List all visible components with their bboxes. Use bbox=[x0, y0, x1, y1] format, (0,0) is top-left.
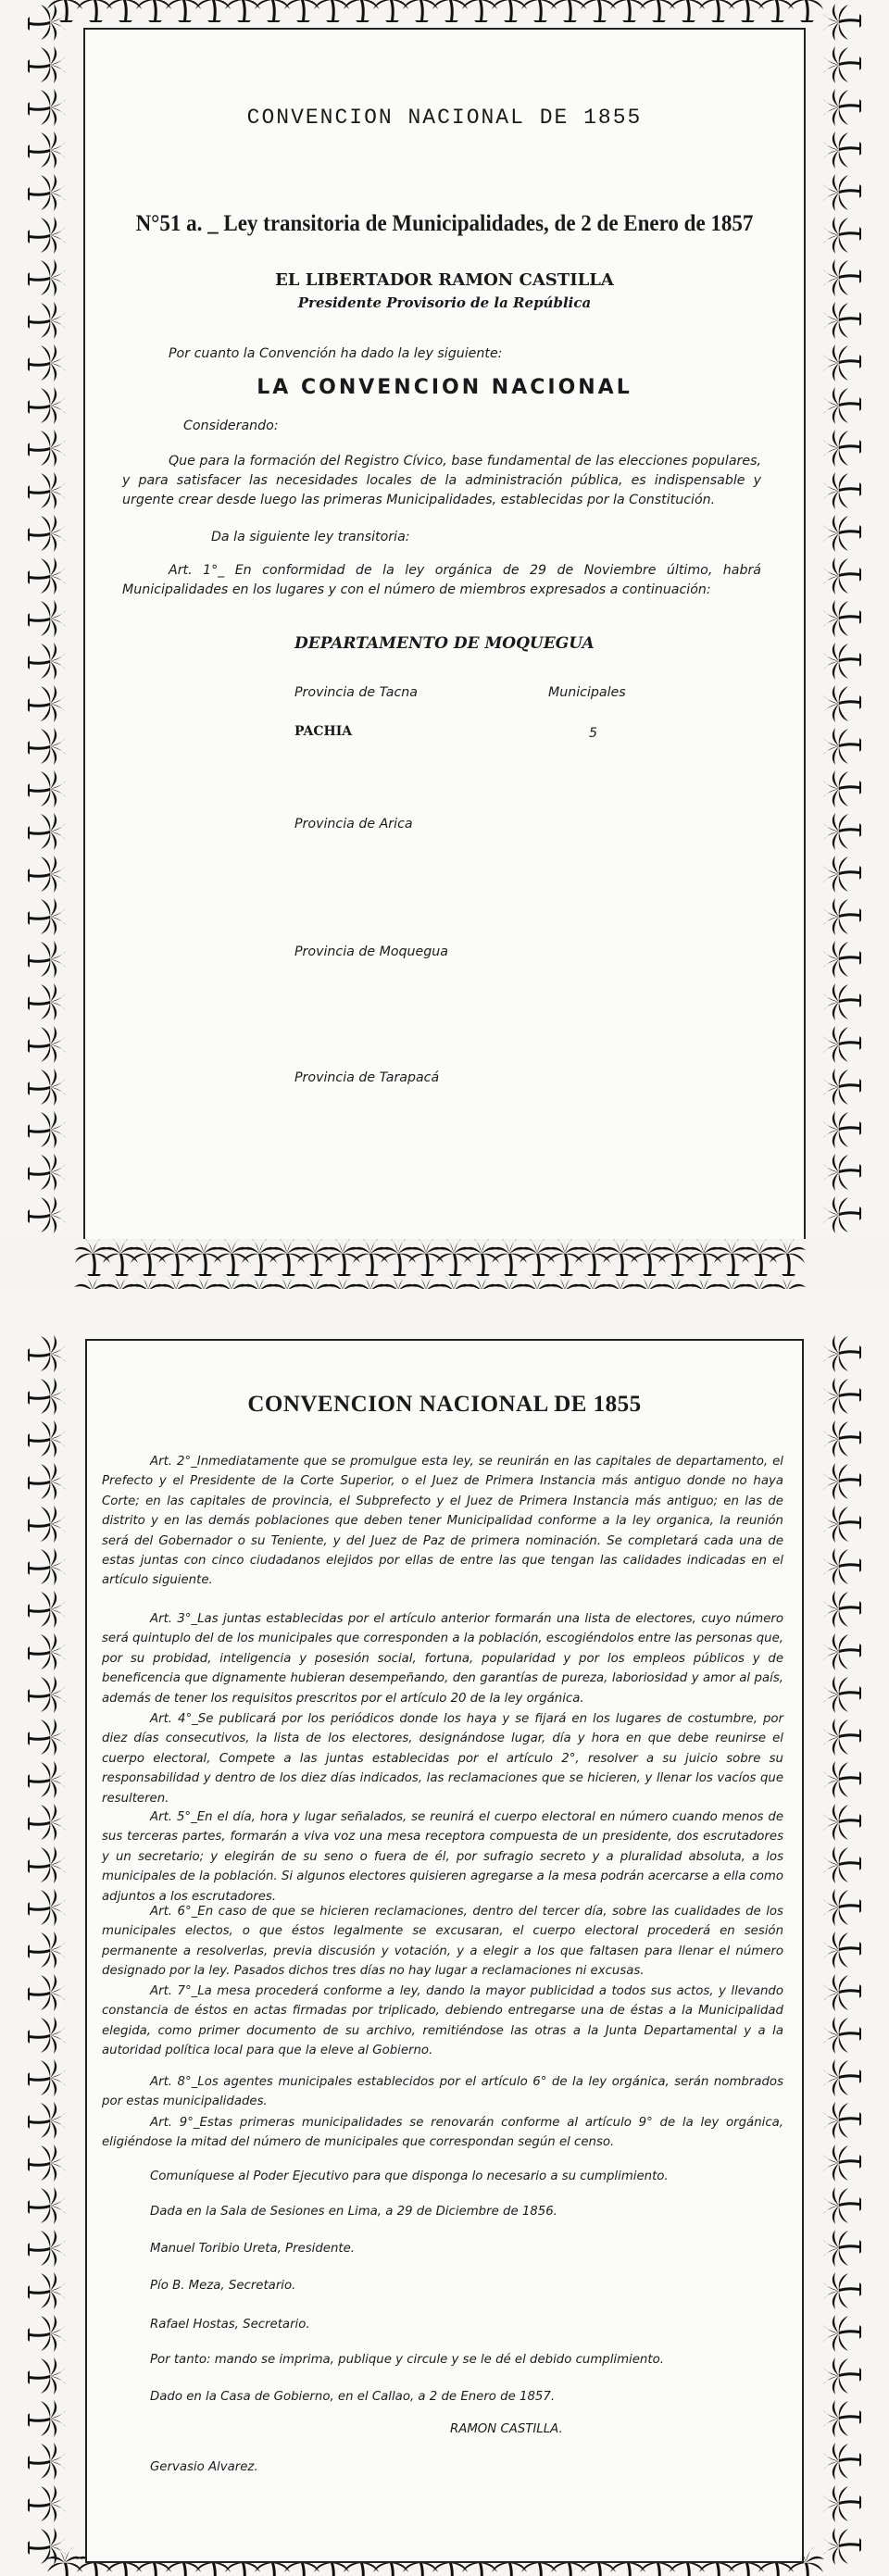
department-heading: DEPARTAMENTO DE MOQUEGUA bbox=[294, 634, 595, 653]
palm-tree-icon bbox=[823, 131, 861, 169]
palm-tree-icon bbox=[28, 813, 66, 850]
palm-tree-icon bbox=[823, 2017, 861, 2054]
palm-tree-icon bbox=[823, 1591, 861, 1628]
palm-tree-icon bbox=[823, 1506, 861, 1543]
palm-tree-icon bbox=[823, 1889, 861, 1926]
palm-tree-icon bbox=[157, 1239, 194, 1276]
palm-tree-icon bbox=[28, 1676, 66, 1713]
palm-tree-icon bbox=[823, 1676, 861, 1713]
palm-tree-icon bbox=[823, 2443, 861, 2480]
province-arica: Provincia de Arica bbox=[294, 817, 413, 832]
palm-tree-icon bbox=[28, 643, 66, 680]
palm-tree-icon bbox=[630, 1239, 667, 1276]
palm-tree-icon bbox=[823, 1420, 861, 1457]
palm-tree-icon bbox=[407, 1239, 444, 1276]
palm-tree-icon bbox=[28, 1420, 66, 1457]
article-paragraph: Art. 5°_En el día, hora y lugar señalados, se reunirá el cuerpo electoral en número cuando menos de sus terceras partes, formarán a viva voz una mesa receptora compuesta de un presidente, dos escrutadores y un secretario; y elegirán de su seno o fuera de él, por sufragio secreto y a pluralidad absoluta, a los municipales de la población. Si algunos electores quisieren agregarse a la mesa podrán acercarse a ella como adjuntos a los escrutadores. bbox=[102, 1810, 783, 1904]
palm-tree-icon bbox=[28, 2485, 66, 2522]
palm-tree-icon bbox=[823, 898, 861, 935]
article-paragraph: Art. 4°_Se publicará por los periódicos donde los haya y se fijará en los lugares de costumbre, por diez días consecutivos, la lista de los electores, designándose lugar, día y hora en que debe reunirse el cuerpo electoral, Compete a las juntas establecidas por el artículo 2°, resolver a su juicio sobre su responsabilidad y dentro de los diez días indicados, las reclamaciones que se hicieren, y llenar los vacíos que resulteren. bbox=[102, 1712, 783, 1806]
palm-tree-icon bbox=[823, 2528, 861, 2565]
palm-tree-icon bbox=[463, 1239, 500, 1276]
palm-tree-icon bbox=[102, 1239, 139, 1276]
palm-tree-icon bbox=[28, 557, 66, 594]
palm-tree-icon bbox=[823, 1761, 861, 1798]
palm-tree-icon bbox=[435, 1239, 472, 1276]
palm-tree-icon bbox=[28, 600, 66, 637]
palm-tree-icon bbox=[823, 46, 861, 83]
palm-tree-icon bbox=[28, 430, 66, 467]
palm-tree-icon bbox=[823, 430, 861, 467]
palm-tree-icon bbox=[165, 0, 202, 22]
article-paragraph: Art. 7°_La mesa procederá conforme a ley, dando la mayor publicidad a todos sus actos, y llevando constancia de éstos en actas firmadas por triplicado, debiendo entregarse una de éstas a la Municipalidad elegida, como primer documento de su archivo, remitiéndose las otras a la Junta Departamental y a la autoridad política local para que la eleve al Gobierno. bbox=[102, 1984, 783, 2058]
palm-tree-icon bbox=[28, 2017, 66, 2054]
palm-tree-icon bbox=[823, 1932, 861, 1969]
palm-tree-icon bbox=[28, 2400, 66, 2437]
palm-tree-icon bbox=[28, 2443, 66, 2480]
palm-tree-icon bbox=[28, 1335, 66, 1372]
palm-tree-icon bbox=[823, 1154, 861, 1191]
palm-tree-icon bbox=[28, 1761, 66, 1798]
palm-tree-icon bbox=[28, 1932, 66, 1969]
palm-tree-icon bbox=[823, 1846, 861, 1883]
palm-tree-icon bbox=[213, 1239, 250, 1276]
convention-header: CONVENCION NACIONAL DE 1855 bbox=[247, 1392, 642, 1417]
por-tanto-line: Por tanto: mando se imprima, publique y circule y se le dé el debido cumplimiento. bbox=[150, 2353, 664, 2367]
palm-tree-icon bbox=[823, 472, 861, 509]
dado-line: Dado en la Casa de Gobierno, en el Callao, a 2 de Enero de 1857. bbox=[150, 2390, 556, 2404]
palm-tree-icon bbox=[352, 1239, 389, 1276]
palm-tree-icon bbox=[28, 2315, 66, 2352]
palm-tree-icon bbox=[269, 1239, 306, 1276]
palm-tree-icon bbox=[372, 0, 409, 22]
palm-tree-icon bbox=[313, 0, 350, 22]
palm-tree-icon bbox=[823, 728, 861, 765]
municipales-count: 5 bbox=[589, 726, 598, 741]
palm-tree-icon bbox=[823, 685, 861, 722]
article-paragraph: Art. 3°_Las juntas establecidas por el artículo anterior formarán una lista de electores, cuyo número será quintuplo del de los municipales que corresponden a la población, escogiéndolos entre las personas que, por su probidad, inteligencia y posesión social, fortuna, popularidad y por los empleos públicos y de beneficencia que dignamente hubieran desempeñando, den garantías de pureza, laboriosidad y amor al país, además de tener los requisitos prescritos por el artículo 20 de la ley orgánica. bbox=[102, 1612, 783, 1706]
palm-tree-icon bbox=[28, 856, 66, 893]
palm-tree-icon bbox=[28, 983, 66, 1020]
palm-tree-icon bbox=[324, 1239, 361, 1276]
palm-tree-icon bbox=[823, 2272, 861, 2309]
signature-secretary-1: Pío B. Meza, Secretario. bbox=[150, 2279, 296, 2293]
document-page-1 bbox=[0, 0, 889, 1278]
signer-name: RAMON CASTILLA. bbox=[450, 2422, 563, 2436]
palm-tree-icon bbox=[609, 0, 646, 22]
palm-tree-icon bbox=[185, 1239, 222, 1276]
palm-tree-icon bbox=[823, 4, 861, 41]
comuniquese-line: Comuníquese al Poder Ejecutivo para que disponga lo necesario a su cumplimiento. bbox=[150, 2170, 669, 2183]
convention-header: CONVENCION NACIONAL DE 1855 bbox=[246, 106, 643, 130]
palm-tree-icon bbox=[823, 2485, 861, 2522]
palm-tree-icon bbox=[28, 941, 66, 978]
countersign-name: Gervasio Alvarez. bbox=[150, 2460, 258, 2474]
palm-tree-icon bbox=[787, 0, 824, 22]
palm-tree-icon bbox=[823, 2357, 861, 2395]
dada-line: Dada en la Sala de Sesiones en Lima, a 29 de Diciembre de 1856. bbox=[150, 2205, 557, 2219]
considerando-label: Considerando: bbox=[183, 419, 279, 433]
palm-tree-icon bbox=[639, 0, 676, 22]
palm-tree-icon bbox=[685, 1239, 722, 1276]
palm-tree-icon bbox=[28, 472, 66, 509]
palm-tree-icon bbox=[28, 1463, 66, 1500]
da-la-ley-line: Da la siguiente ley transitoria: bbox=[211, 530, 410, 544]
palm-tree-icon bbox=[28, 1719, 66, 1756]
palm-tree-icon bbox=[657, 1239, 695, 1276]
palm-tree-icon bbox=[28, 2059, 66, 2096]
palm-tree-icon bbox=[769, 1239, 806, 1276]
palm-tree-icon bbox=[823, 770, 861, 807]
palm-tree-icon bbox=[28, 131, 66, 169]
palm-tree-icon bbox=[550, 0, 587, 22]
palm-tree-icon bbox=[823, 813, 861, 850]
palm-tree-icon bbox=[402, 0, 439, 22]
palm-tree-icon bbox=[823, 1026, 861, 1063]
article-paragraph: Art. 6°_En caso de que se hicieren reclamaciones, dentro del tercer día, sobre las cualidades de los municipales electos, o que éstos legalmente se excusaran, el cuerpo electoral procederá en sesión permanente a resolverlas, previa discusión y votación, y a elegir a los que faltasen para llenar el número designado por la ley. Pasados dichos tres días no hay lugar a reclamaciones ni excusas. bbox=[102, 1905, 783, 1979]
palm-tree-icon bbox=[130, 1239, 167, 1276]
palm-tree-icon bbox=[698, 0, 735, 22]
palm-tree-icon bbox=[28, 1974, 66, 2011]
palm-tree-icon bbox=[823, 1719, 861, 1756]
palm-tree-icon bbox=[823, 941, 861, 978]
palm-tree-icon bbox=[823, 1196, 861, 1233]
palm-tree-icon bbox=[823, 1633, 861, 1670]
palm-tree-icon bbox=[461, 0, 498, 22]
palm-tree-icon bbox=[741, 1239, 778, 1276]
palm-tree-icon bbox=[28, 2272, 66, 2309]
issuer-role: Presidente Provisorio de la República bbox=[297, 294, 592, 311]
palm-tree-icon bbox=[823, 1804, 861, 1841]
palm-tree-icon bbox=[224, 0, 261, 22]
palm-tree-icon bbox=[823, 1974, 861, 2011]
palm-tree-icon bbox=[823, 2400, 861, 2437]
palm-tree-icon bbox=[28, 770, 66, 807]
palm-tree-icon bbox=[713, 1239, 750, 1276]
considerando-paragraph: Que para la formación del Registro Cívico, base fundamental de las elecciones populares, y para satisfacer las necesidades locales de la administración pública, es indispensable y urgente crear desde luego las primeras Municipalidades, establecidas por la Constitución. bbox=[122, 454, 761, 507]
issuer-name: EL LIBERTADOR RAMON CASTILLA bbox=[275, 270, 614, 290]
palm-tree-icon bbox=[823, 2315, 861, 2352]
article-paragraph: Art. 9°_Estas primeras municipalidades se renovarán conforme al artículo 9° de la ley orgánica, eligiéndose la mitad del número de municipales que correspondan según el censo. bbox=[102, 2116, 783, 2150]
palm-tree-icon bbox=[74, 1239, 111, 1276]
palm-tree-icon bbox=[28, 1633, 66, 1670]
palm-tree-icon bbox=[823, 2059, 861, 2096]
palm-tree-icon bbox=[546, 1239, 583, 1276]
palm-tree-icon bbox=[823, 1548, 861, 1585]
palm-tree-icon bbox=[28, 515, 66, 552]
palm-tree-icon bbox=[343, 0, 380, 22]
palm-tree-icon bbox=[491, 0, 528, 22]
palm-tree-icon bbox=[28, 1591, 66, 1628]
palm-tree-icon bbox=[574, 1239, 611, 1276]
convention-heading: LA CONVENCION NACIONAL bbox=[257, 376, 632, 399]
palm-tree-icon bbox=[823, 1069, 861, 1106]
article-paragraph: Art. 8°_Los agentes municipales establecidos por el artículo 6° de la ley orgánica, serán nombrados por estas municipalidades. bbox=[102, 2075, 783, 2109]
palm-tree-icon bbox=[758, 0, 795, 22]
signature-president: Manuel Toribio Ureta, Presidente. bbox=[150, 2242, 356, 2256]
palm-tree-icon bbox=[28, 2102, 66, 2139]
palm-tree-icon bbox=[135, 0, 172, 22]
palm-tree-icon bbox=[823, 2102, 861, 2139]
palm-tree-icon bbox=[823, 1111, 861, 1148]
palm-tree-icon bbox=[28, 685, 66, 722]
palm-tree-icon bbox=[823, 856, 861, 893]
article-paragraph: Art. 2°_Inmediatamente que se promulgue esta ley, se reunirán en las capitales de departamento, el Prefecto y el Presidente de la Corte Superior, o el Juez de Primera Instancia más antiguo donde no haya Corte; en las capitales de provincia, el Subprefecto y el Juez de Primera Instancia más antiguo; en las de distrito y en las demás poblaciones que deben tener Municipalidad conforme a la ley organica, la reunión será del Gobernador o su Teniente, y del Juez de Paz de primera nominación. Se completará cada una de estas juntas con cinco ciudadanos elejidos por ellas de entre las que tengan las calidades indicadas en el artículo siguiente. bbox=[102, 1455, 783, 1588]
palm-tree-icon bbox=[28, 1069, 66, 1106]
palm-tree-icon bbox=[28, 1548, 66, 1585]
palm-tree-icon bbox=[28, 1506, 66, 1543]
palm-tree-icon bbox=[580, 0, 617, 22]
palm-tree-icon bbox=[823, 643, 861, 680]
palm-tree-icon bbox=[520, 0, 557, 22]
palm-tree-icon bbox=[76, 0, 113, 22]
palm-tree-icon bbox=[28, 46, 66, 83]
palm-tree-icon bbox=[46, 0, 83, 22]
place-name: PACHIA bbox=[294, 724, 353, 739]
palm-tree-icon bbox=[28, 2357, 66, 2395]
signature-secretary-2: Rafael Hostas, Secretario. bbox=[150, 2318, 310, 2332]
palm-tree-icon bbox=[823, 2230, 861, 2267]
palm-tree-icon bbox=[823, 2145, 861, 2182]
municipales-column-header: Municipales bbox=[548, 685, 626, 700]
province-moquegua: Provincia de Moquegua bbox=[294, 944, 448, 959]
palm-tree-icon bbox=[823, 983, 861, 1020]
province-tarapaca: Provincia de Tarapacá bbox=[294, 1070, 440, 1085]
palm-tree-icon bbox=[28, 174, 66, 211]
palm-tree-icon bbox=[380, 1239, 417, 1276]
palm-tree-icon bbox=[46, 2547, 83, 2576]
palm-tree-icon bbox=[28, 2187, 66, 2224]
palm-tree-icon bbox=[106, 0, 143, 22]
palm-tree-icon bbox=[491, 1239, 528, 1276]
palm-tree-icon bbox=[28, 2230, 66, 2267]
palm-tree-icon bbox=[194, 0, 232, 22]
palm-tree-icon bbox=[28, 1196, 66, 1233]
palm-tree-icon bbox=[519, 1239, 556, 1276]
palm-tree-icon bbox=[823, 1463, 861, 1500]
palm-tree-icon bbox=[28, 2145, 66, 2182]
palm-tree-icon bbox=[296, 1239, 333, 1276]
palm-tree-icon bbox=[823, 515, 861, 552]
palm-tree-icon bbox=[669, 0, 706, 22]
palm-tree-icon bbox=[432, 0, 469, 22]
law-title: N°51 a. _ Ley transitoria de Municipalidades, de 2 de Enero de 1857 bbox=[135, 211, 754, 236]
palm-tree-icon bbox=[823, 600, 861, 637]
palm-tree-icon bbox=[254, 0, 291, 22]
palm-tree-icon bbox=[823, 557, 861, 594]
article-1: Art. 1°_ En conformidad de la ley orgánica de 29 de Noviembre último, habrá Municipalidades en los lugares y con el número de miembros expresados a continuación: bbox=[122, 563, 761, 597]
palm-tree-icon bbox=[28, 1026, 66, 1063]
palm-tree-icon bbox=[823, 174, 861, 211]
palm-tree-icon bbox=[28, 4, 66, 41]
palm-tree-icon bbox=[28, 898, 66, 935]
palm-tree-icon bbox=[283, 0, 320, 22]
palm-tree-icon bbox=[28, 1154, 66, 1191]
palm-tree-icon bbox=[602, 1239, 639, 1276]
palm-tree-icon bbox=[28, 728, 66, 765]
palm-tree-icon bbox=[28, 1804, 66, 1841]
por-cuanto-line: Por cuanto la Convención ha dado la ley siguiente: bbox=[169, 346, 503, 361]
province-tacna: Provincia de Tacna bbox=[294, 685, 418, 700]
palm-tree-icon bbox=[728, 0, 765, 22]
palm-tree-icon bbox=[28, 1111, 66, 1148]
palm-tree-icon bbox=[823, 1335, 861, 1372]
palm-tree-icon bbox=[28, 1889, 66, 1926]
palm-tree-icon bbox=[28, 1846, 66, 1883]
palm-tree-icon bbox=[241, 1239, 278, 1276]
palm-tree-icon bbox=[823, 2187, 861, 2224]
